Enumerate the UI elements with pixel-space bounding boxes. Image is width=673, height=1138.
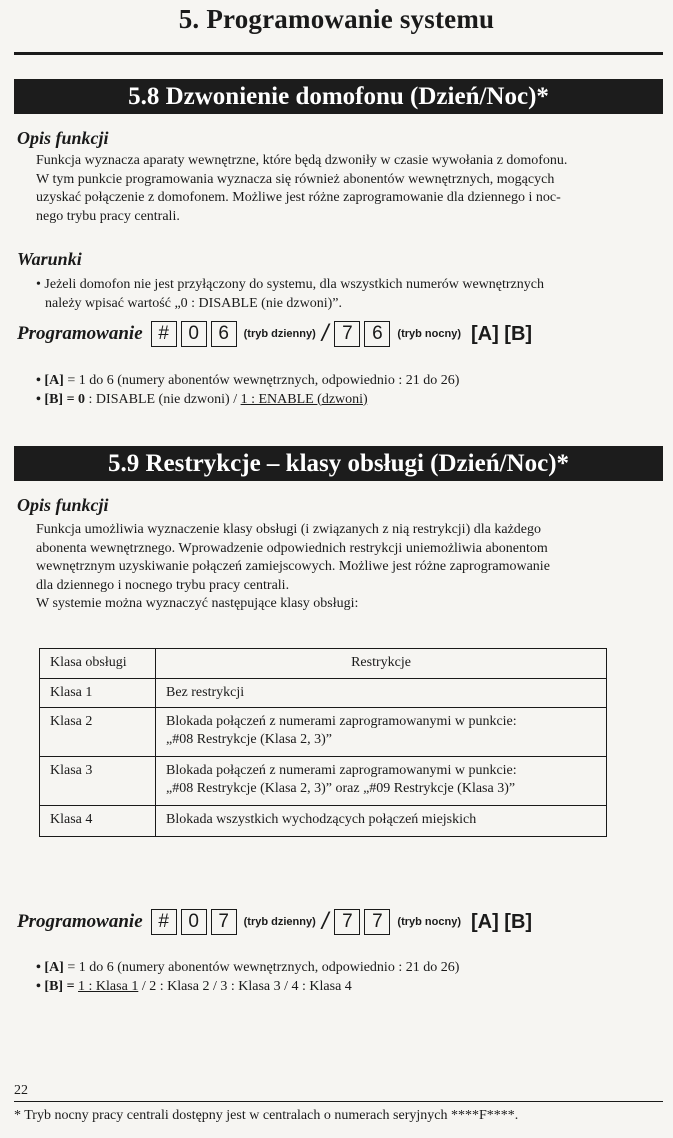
section-59-params — [36, 959, 459, 996]
cell-line: „#08 Restrykcje (Klasa 2, 3)” — [166, 732, 332, 747]
text-line: W systemie można wyznaczyć następujące klasy obsługi: — [36, 596, 359, 612]
param-a-prefix: • [A] — [36, 373, 64, 388]
table-cell-restrykcje — [156, 708, 607, 757]
text-line: W tym punkcie programowania wyznacza się również abonentów wewnętrznych, mogących — [36, 171, 555, 187]
day-mode-label: (tryb dzienny) — [243, 328, 316, 340]
programowanie-label: Programowanie — [17, 323, 143, 344]
cell-line: Blokada połączeń z numerami zaprogramowanymi w punkcie: — [166, 763, 517, 778]
title-rule — [14, 52, 663, 55]
table-header-klasa: Klasa obsługi — [40, 649, 156, 679]
params-label: [A] [B] — [470, 910, 533, 933]
section-58-opis-text — [36, 152, 664, 226]
section-58-warunki-text — [36, 276, 664, 313]
key-digit: 6 — [364, 321, 390, 347]
table-cell-restrykcje — [156, 679, 607, 708]
text-line: Funkcja wyznacza aparaty wewnętrzne, które będą dzwoniły w czasie wywołania z domofonu. — [36, 153, 568, 168]
text-line: abonenta wewnętrznego. Wprowadzenie odpowiednich restrykcji uniemożliwia abonentom — [36, 540, 548, 556]
section-59-opis-text — [36, 521, 664, 614]
table-cell-klasa: Klasa 1 — [40, 679, 156, 708]
table-row — [40, 708, 607, 757]
param-b-line — [36, 978, 459, 997]
text-line: dla dziennego i nocnego trybu pracy centrali. — [36, 577, 290, 593]
footnote: * Tryb nocny pracy centrali dostępny jest w centralach o numerach seryjnych ****F****. — [14, 1108, 519, 1123]
table-row — [40, 757, 607, 806]
param-b-prefix: • [B] = 0 — [36, 391, 86, 407]
params-label: [A] [B] — [470, 322, 533, 345]
section-58-warunki-heading: Warunki — [17, 249, 82, 269]
key-digit: 0 — [181, 321, 207, 347]
key-hash: # — [151, 321, 177, 347]
param-b-prefix: • [B] = — [36, 978, 79, 994]
text-line: nego trybu pracy centrali. — [36, 208, 180, 224]
key-digit: 7 — [364, 909, 390, 935]
section-58-params — [36, 372, 459, 409]
programowanie-label: Programowanie — [17, 911, 143, 932]
param-a-prefix: • [A] — [36, 960, 64, 975]
param-b-default: 1 : Klasa 1 — [78, 978, 139, 994]
section-59-opis-heading: Opis funkcji — [17, 495, 109, 515]
cell-line: „#08 Restrykcje (Klasa 2, 3)” oraz „#09 Restrykcje (Klasa 3)” — [166, 781, 516, 796]
table-cell-klasa: Klasa 3 — [40, 757, 156, 806]
param-b-rest: / 2 : Klasa 2 / 3 : Klasa 3 / 4 : Klasa 4 — [138, 978, 352, 994]
cell-line: Blokada wszystkich wychodzących połączeń miejskich — [166, 812, 477, 827]
key-hash: # — [151, 909, 177, 935]
param-a-text: = 1 do 6 (numery abonentów wewnętrznych, odpowiednio : 21 do 26) — [63, 373, 460, 388]
table-row — [40, 806, 607, 837]
key-digit: 7 — [334, 909, 360, 935]
table-cell-restrykcje — [156, 806, 607, 837]
page-number: 22 — [14, 1083, 28, 1098]
mode-separator: / — [321, 908, 329, 935]
key-digit: 7 — [334, 321, 360, 347]
page-title: 5. Programowanie systemu — [178, 4, 495, 34]
table-row — [40, 679, 607, 708]
param-a-line — [36, 959, 459, 978]
cell-line: Blokada połączeń z numerami zaprogramowanymi w punkcie: — [166, 714, 517, 729]
classes-table — [39, 648, 607, 837]
section-58-header: 5.8 Dzwonienie domofonu (Dzień/Noc)* — [14, 79, 663, 114]
key-digit: 6 — [211, 321, 237, 347]
text-line: należy wpisać wartość „0 : DISABLE (nie dzwoni)”. — [45, 295, 343, 311]
section-59-programowanie — [17, 905, 532, 939]
footer-rule — [14, 1101, 663, 1102]
key-digit: 0 — [181, 909, 207, 935]
night-mode-label: (tryb nocny) — [397, 916, 461, 928]
param-b-line — [36, 391, 459, 410]
section-59-header: 5.9 Restrykcje – klasy obsługi (Dzień/Noc)* — [14, 446, 663, 481]
section-58-programowanie — [17, 317, 532, 351]
section-58-opis-heading: Opis funkcji — [17, 128, 109, 148]
text-line: wewnętrznym uzyskiwanie połączeń zamiejscowych. Możliwe jest różne zaprogramowanie — [36, 559, 550, 575]
table-cell-klasa: Klasa 4 — [40, 806, 156, 837]
text-line: • Jeżeli domofon nie jest przyłączony do systemu, dla wszystkich numerów wewnętrznych — [36, 277, 544, 292]
text-line: Funkcja umożliwia wyznaczenie klasy obsługi (i związanych z nią restrykcji) dla każdego — [36, 522, 541, 537]
day-mode-label: (tryb dzienny) — [243, 916, 316, 928]
param-a-line — [36, 372, 459, 391]
night-mode-label: (tryb nocny) — [397, 328, 461, 340]
table-cell-restrykcje — [156, 757, 607, 806]
cell-line: Bez restrykcji — [166, 685, 245, 700]
mode-separator: / — [321, 320, 329, 347]
table-cell-klasa: Klasa 2 — [40, 708, 156, 757]
param-b-mid: : DISABLE (nie dzwoni) / — [85, 391, 241, 407]
table-header-row — [40, 649, 607, 679]
table-header-restrykcje: Restrykcje — [156, 649, 607, 679]
param-b-default: 1 : ENABLE (dzwoni) — [240, 391, 368, 407]
text-line: uzyskać połączenie z domofonem. Możliwe jest różne zaprogramowanie dla dziennego i noc- — [36, 190, 561, 206]
param-a-text: = 1 do 6 (numery abonentów wewnętrznych, odpowiednio : 21 do 26) — [63, 960, 460, 975]
key-digit: 7 — [211, 909, 237, 935]
